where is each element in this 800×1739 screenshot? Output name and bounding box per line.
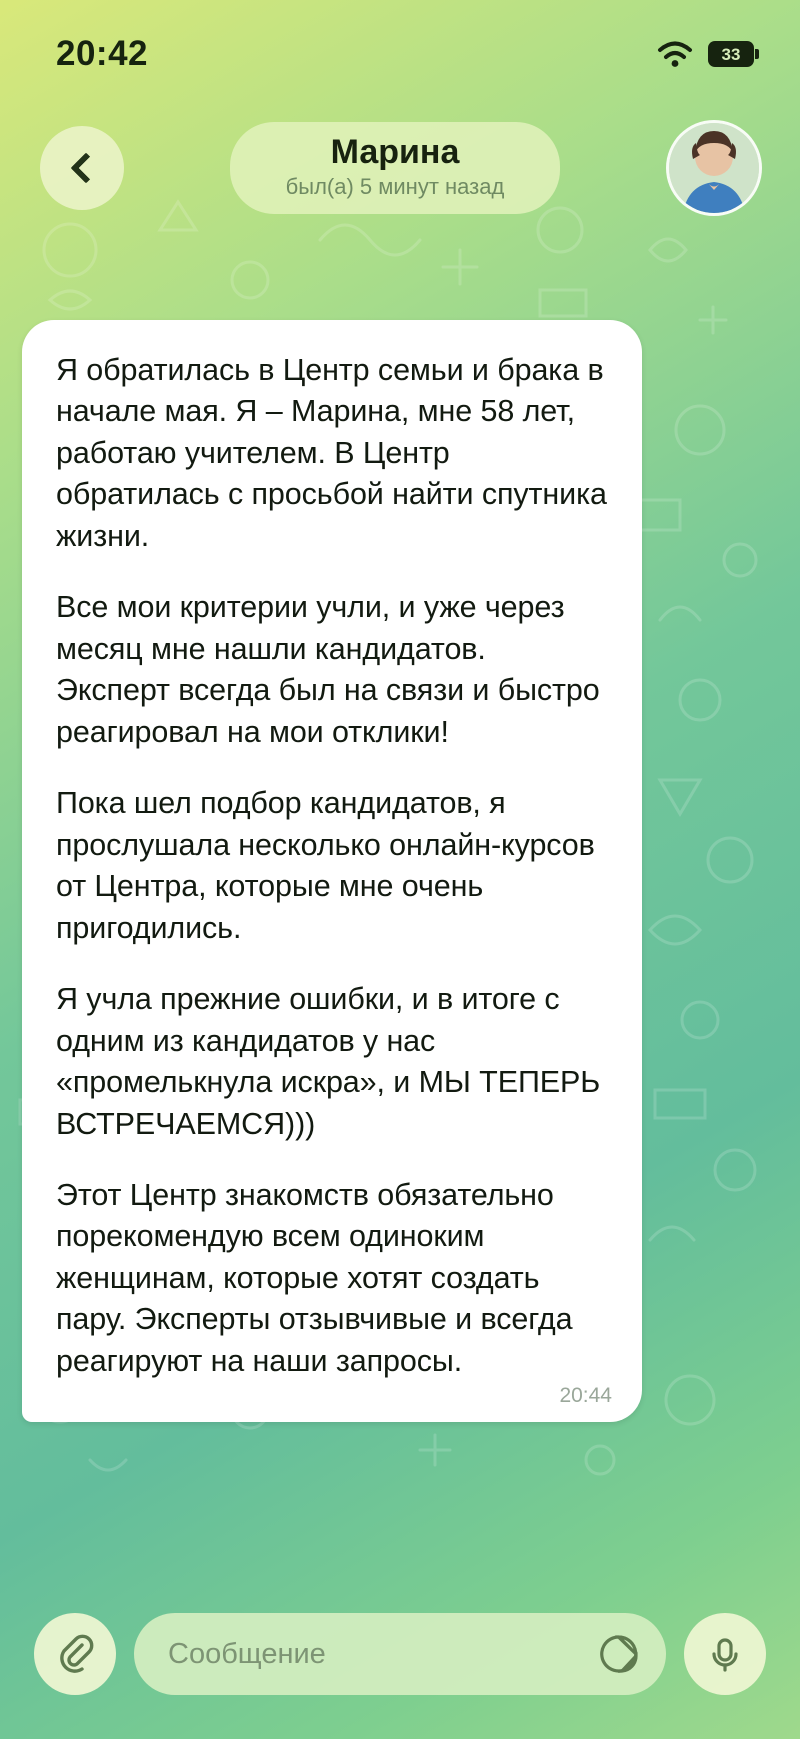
message-paragraph: Этот Центр знакомств обязательно порекомендую всем одиноким женщинам, которые хотят создать пару. Эксперты отзывчивые и всегда реагируют на наши запросы. [56,1177,573,1378]
microphone-icon [705,1634,745,1674]
status-time: 20:42 [56,34,149,73]
chat-title-pill[interactable] [230,122,561,214]
message-composer [0,1569,800,1739]
message-timestamp: 20:44 [559,1384,612,1408]
message-bubble[interactable] [22,320,642,1422]
sticker-icon[interactable] [598,1633,640,1675]
back-button[interactable] [40,126,124,210]
chat-header [0,108,800,228]
paperclip-icon [55,1634,95,1674]
attach-button[interactable] [34,1613,116,1695]
message-input-pill[interactable] [134,1613,666,1695]
battery-level: 33 [721,44,741,64]
status-bar [0,0,800,108]
chat-status-text: был(а) 5 минут назад [285,174,505,200]
message-paragraph: Я учла прежние ошибки, и в итоге с одним из кандидатов у нас «промелькнула искра», и МЫ ТЕПЕРЬ ВСТРЕЧАЕМСЯ))) [56,982,601,1141]
chat-area [0,228,800,1569]
page-title: Марина [330,132,460,171]
avatar[interactable] [666,120,762,216]
message-input[interactable] [168,1638,582,1671]
message-paragraph: Я обратилась в Центр семьи и брака в начале мая. Я – Марина, мне 58 лет, работаю учителем. В Центр обратилась с просьбой найти спутника жизни. [56,353,607,553]
status-indicators [656,40,754,68]
battery-icon [708,41,754,67]
message-paragraph: Все мои критерии учли, и уже через месяц мне нашли кандидатов. Эксперт всегда был на связи и быстро реагировал на мои отклики! [56,590,600,749]
wifi-icon [656,40,694,68]
avatar-image [669,123,759,213]
voice-record-button[interactable] [684,1613,766,1695]
chevron-left-icon [70,152,101,183]
message-paragraph: Пока шел подбор кандидатов, я прослушала несколько онлайн-курсов от Центра, которые мне очень пригодились. [56,786,595,945]
